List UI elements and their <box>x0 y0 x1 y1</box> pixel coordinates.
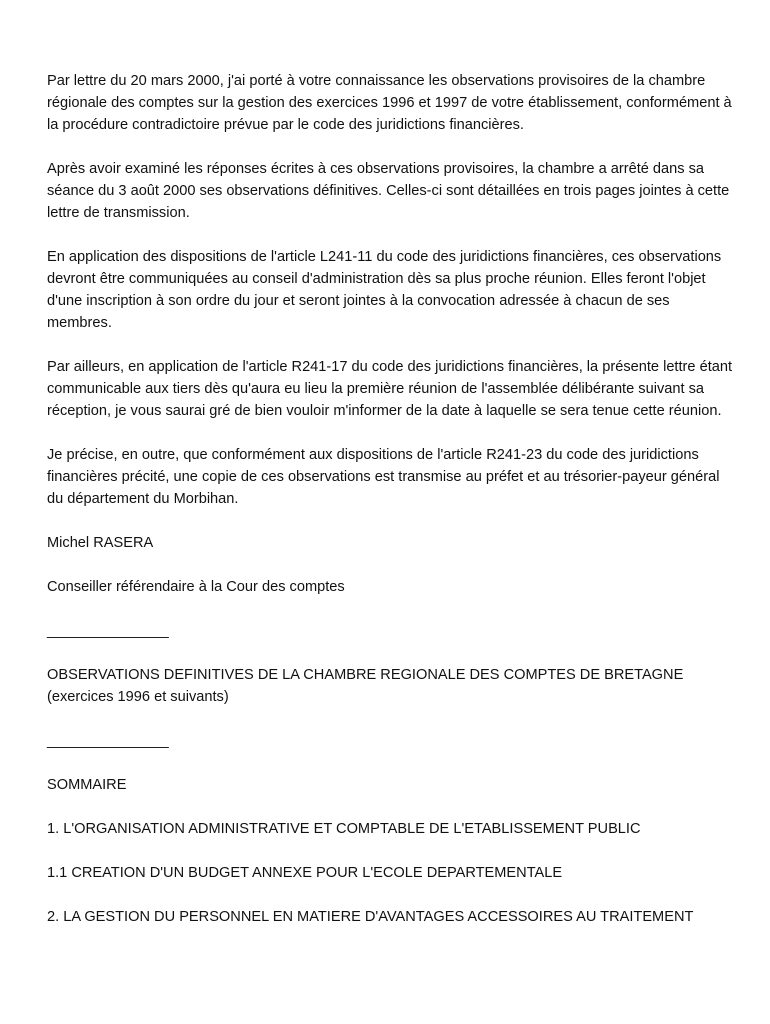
letter-paragraph-4: Par ailleurs, en application de l'article R241-17 du code des juridictions financières, la présente lettre étant communicable aux tiers dès qu'aura eu lieu la première réunion de l'assemblée délibérante suivant sa réception, je vous saurai gré de bien vouloir m'informer de la date à laquelle se sera tenue cette réunion. <box>47 359 733 419</box>
signatory-name: Michel RASERA <box>47 535 154 551</box>
summary-item-1: 1. L'ORGANISATION ADMINISTRATIVE ET COMPTABLE DE L'ETABLISSEMENT PUBLIC <box>47 821 641 837</box>
summary-item-2: 2. LA GESTION DU PERSONNEL EN MATIERE D'AVANTAGES ACCESSOIRES AU TRAITEMENT <box>47 909 694 925</box>
observations-heading: OBSERVATIONS DEFINITIVES DE LA CHAMBRE REGIONALE DES COMPTES DE BRETAGNE (exercices 1996 et suivants) <box>47 667 684 705</box>
letter-paragraph-3: En application des dispositions de l'article L241-11 du code des juridictions financières, ces observations devront être communiquées au conseil d'administration dès sa plus proche réunion. Elles feront l'objet d'une inscription à son ordre du jour et seront jointes à la convocation adressée à chacun de ses membres. <box>47 249 722 331</box>
signatory-title: Conseiller référendaire à la Cour des comptes <box>47 579 345 595</box>
separator-line-1: _______________ <box>47 623 169 639</box>
letter-paragraph-1: Par lettre du 20 mars 2000, j'ai porté à votre connaissance les observations provisoires de la chambre régionale des comptes sur la gestion des exercices 1996 et 1997 de votre établissement, conformément à la procédure contradictoire prévue par le code des juridictions financières. <box>47 73 732 133</box>
letter-paragraph-5: Je précise, en outre, que conformément aux dispositions de l'article R241-23 du code des juridictions financières précité, une copie de ces observations est transmise au préfet et au trésorier-payeur général du département du Morbihan. <box>47 447 720 507</box>
letter-paragraph-2: Après avoir examiné les réponses écrites à ces observations provisoires, la chambre a arrêté dans sa séance du 3 août 2000 ses observations définitives. Celles-ci sont détaillées en trois pages jointes à cette lettre de transmission. <box>47 161 730 221</box>
summary-item-1-1: 1.1 CREATION D'UN BUDGET ANNEXE POUR L'ECOLE DEPARTEMENTALE <box>47 865 563 881</box>
separator-line-2: _______________ <box>47 733 169 749</box>
document-page <box>47 70 737 950</box>
summary-title: SOMMAIRE <box>47 777 127 793</box>
